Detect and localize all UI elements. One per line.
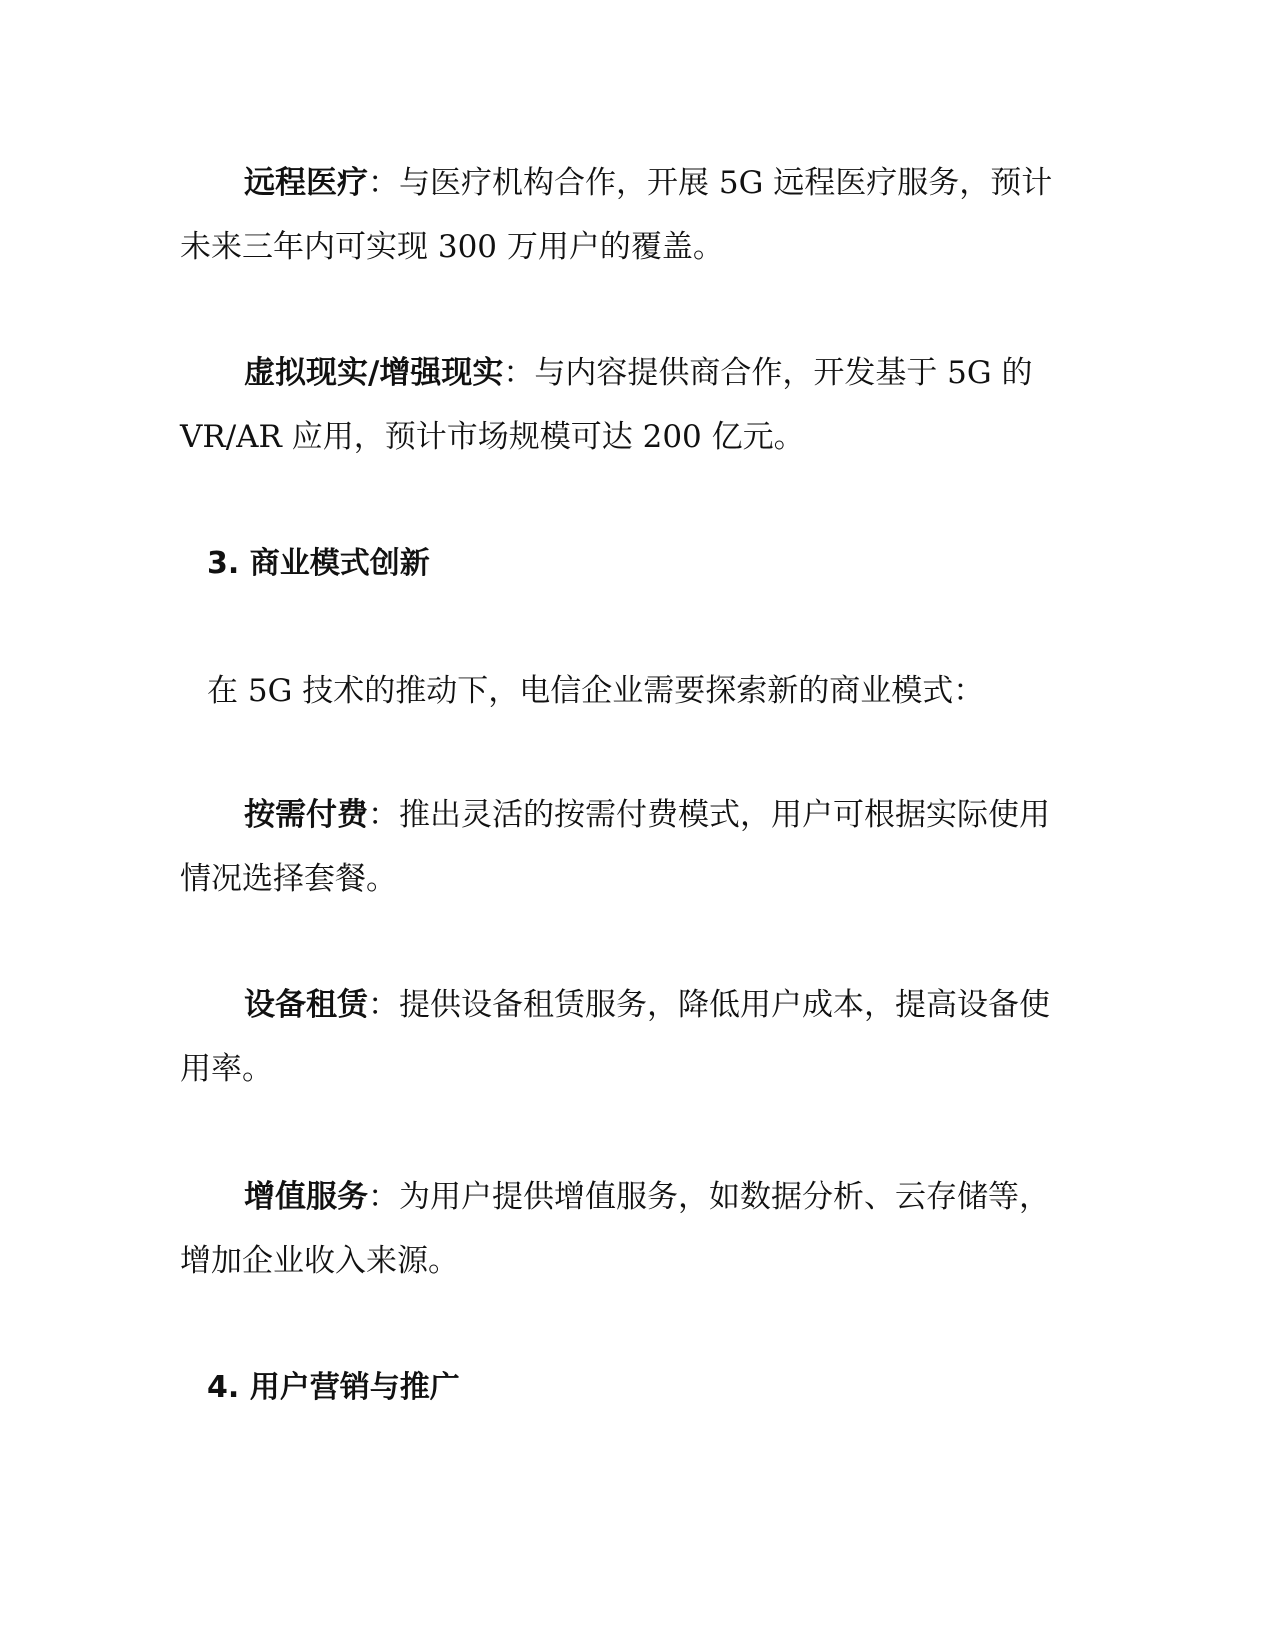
term-separator: ：: [503, 355, 535, 391]
term-label: 增值服务: [244, 1179, 368, 1215]
paragraph-text: 与内容提供商合作，开发基于 5G 的 VR/AR 应用，预计市场规模可达 200 亿元。: [180, 355, 1033, 455]
paragraph-text: 为用户提供增值服务，如数据分析、云存储等，增加企业收入来源。: [180, 1179, 1050, 1279]
paragraph-equipment-leasing: [180, 973, 1080, 1101]
paragraph-text: 提供设备租赁服务，降低用户成本，提高设备使用率。: [180, 987, 1050, 1087]
term-label: 虚拟现实/增强现实: [244, 355, 504, 391]
term-label: 按需付费: [244, 797, 368, 833]
term-separator: ：: [368, 797, 399, 833]
term-separator: ：: [368, 1179, 399, 1215]
term-separator: ：: [368, 987, 399, 1023]
section-heading-3: 3. 商业模式创新: [207, 546, 430, 581]
intro-paragraph: 在 5G 技术的推动下，电信企业需要探索新的商业模式：: [207, 673, 985, 709]
term-separator: ：: [368, 165, 399, 201]
paragraph-telemedicine: [180, 151, 1080, 279]
paragraph-text: 推出灵活的按需付费模式，用户可根据实际使用情况选择套餐。: [180, 797, 1050, 897]
term-label: 设备租赁: [244, 987, 368, 1023]
term-label: 远程医疗: [244, 165, 368, 201]
paragraph-vr-ar: [180, 341, 1080, 469]
paragraph-pay-on-demand: [180, 783, 1080, 911]
paragraph-value-added: [180, 1165, 1080, 1293]
paragraph-text: 与医疗机构合作，开展 5G 远程医疗服务，预计未来三年内可实现 300 万用户的覆盖。: [180, 165, 1053, 265]
section-heading-4: 4. 用户营销与推广: [207, 1370, 460, 1405]
